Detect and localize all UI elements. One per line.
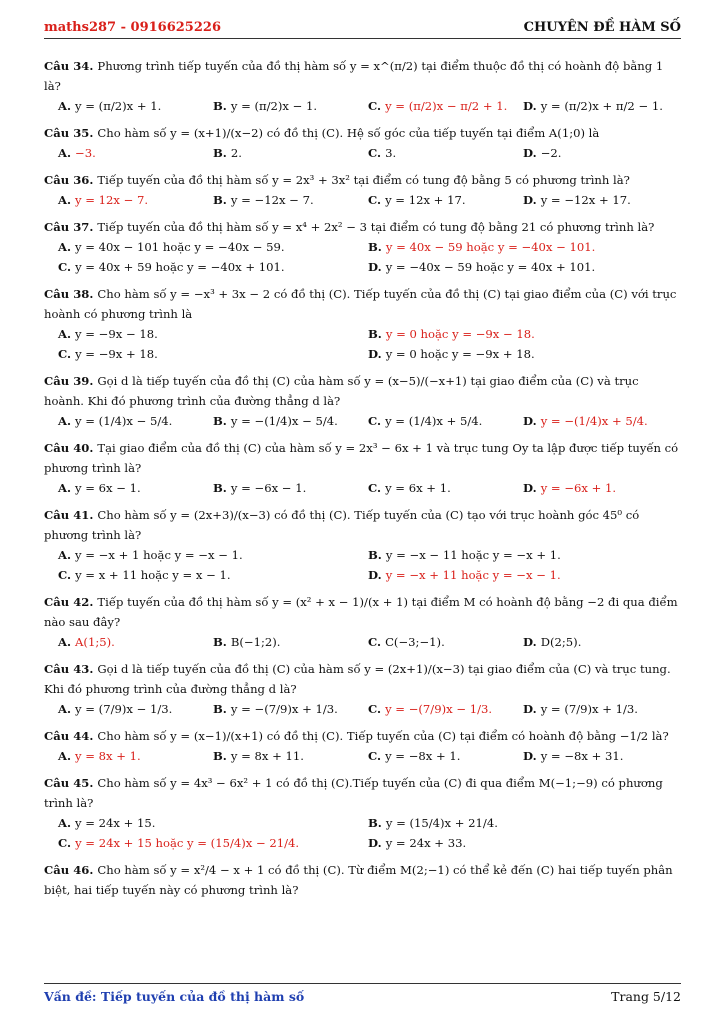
answer-option [368,344,678,364]
answer-options [44,699,681,719]
answer-option [58,257,368,277]
answer-option [58,833,368,853]
answer-option [58,96,213,116]
answer-option [58,746,213,766]
answer-option [368,699,523,719]
option-text: 2. [230,146,242,160]
question-stem: Cho hàm số y = (x−1)/(x+1) có đồ thị (C). Tiếp tuyến của (C) tại điểm có hoành độ bằng −1/2 là? [97,729,669,743]
answer-options [44,746,681,766]
option-label: C. [368,414,382,428]
answer-option [523,632,678,652]
answer-option [213,411,368,431]
option-label: C. [58,347,72,361]
question-stem: Cho hàm số y = (2x+3)/(x−3) có đồ thị (C). Tiếp tuyến của (C) tạo với trục hoành góc 45⁰ có phương trình là? [44,508,640,542]
option-label: C. [58,568,72,582]
option-label: B. [213,481,227,495]
option-label: B. [213,635,227,649]
option-text-correct: A(1;5). [75,635,115,649]
answer-option [368,96,523,116]
option-text: y = −(7/9)x + 1/3. [230,702,338,716]
answer-option [213,96,368,116]
option-label: C. [368,702,382,716]
option-text-correct: y = 24x + 15 hoặc y = (15/4)x − 21/4. [75,836,300,850]
option-text-correct: y = 0 hoặc y = −9x − 18. [385,327,535,341]
question [44,371,681,431]
option-text: y = 8x + 11. [230,749,304,763]
page-header [44,18,681,39]
question-number: Câu 44. [44,729,94,743]
option-label: A. [58,414,72,428]
option-text: y = (π/2)x + π/2 − 1. [540,99,663,113]
question [44,659,681,719]
answer-options [44,478,681,498]
option-text: y = (1/4)x + 5/4. [385,414,483,428]
answer-option [368,833,678,853]
footer-topic: Vấn đề: Tiếp tuyến của đồ thị hàm số [44,989,305,1004]
question-list [44,56,681,907]
option-label: B. [213,146,227,160]
question-number: Câu 37. [44,220,94,234]
answer-option [368,411,523,431]
answer-option [368,257,678,277]
question-number: Câu 42. [44,595,94,609]
option-text: y = 24x + 33. [385,836,467,850]
option-text-correct: y = 8x + 1. [75,749,141,763]
answer-options [44,411,681,431]
option-text: y = −8x + 31. [540,749,624,763]
question-number: Câu 39. [44,374,94,388]
option-text: y = −12x − 7. [230,193,314,207]
answer-option [213,478,368,498]
option-text: y = (7/9)x + 1/3. [540,702,638,716]
option-label: C. [368,99,382,113]
option-label: A. [58,481,72,495]
option-label: D. [523,749,537,763]
answer-option [58,324,368,344]
question-stem: Cho hàm số y = 4x³ − 6x² + 1 có đồ thị (C).Tiếp tuyến của (C) đi qua điểm M(−1;−9) có phương trình là? [44,776,663,810]
option-label: D. [523,414,537,428]
answer-option [213,632,368,652]
option-text: B(−1;2). [230,635,281,649]
question-number: Câu 38. [44,287,94,301]
option-text-correct: −3. [75,146,96,160]
option-text: y = (1/4)x − 5/4. [75,414,173,428]
option-label: A. [58,702,72,716]
header-topic: CHUYÊN ĐỀ HÀM SỐ [523,20,681,35]
option-label: C. [58,836,72,850]
option-text: y = −8x + 1. [385,749,461,763]
answer-option [368,813,678,833]
question-number: Câu 41. [44,508,94,522]
answer-option [58,545,368,565]
answer-option [58,699,213,719]
option-label: D. [523,635,537,649]
answer-options [44,143,681,163]
answer-option [368,478,523,498]
option-label: D. [523,702,537,716]
option-label: C. [368,635,382,649]
option-text-correct: y = 12x − 7. [75,193,149,207]
option-text-correct: y = −x + 11 hoặc y = −x − 1. [385,568,561,582]
question [44,592,681,652]
answer-option [213,746,368,766]
option-text: y = (7/9)x − 1/3. [75,702,173,716]
option-text: y = −9x + 18. [75,347,158,361]
answer-options [44,632,681,652]
question [44,860,681,900]
question-number: Câu 35. [44,126,94,140]
option-label: C. [368,481,382,495]
answer-option [368,143,523,163]
answer-option [58,344,368,364]
option-text-correct: y = 40x − 59 hoặc y = −40x − 101. [385,240,596,254]
option-label: D. [523,481,537,495]
answer-option [213,190,368,210]
answer-option [58,565,368,585]
answer-option [58,237,368,257]
option-label: D. [523,146,537,160]
option-label: B. [368,816,382,830]
option-text: y = (π/2)x − 1. [230,99,318,113]
option-label: B. [213,749,227,763]
question-stem: Cho hàm số y = x²/4 − x + 1 có đồ thị (C). Từ điểm M(2;−1) có thể kẻ đến (C) hai tiếp tuyến phân biệt, hai tiếp tuyến này có phương trình là? [44,863,673,897]
option-text: y = −(1/4)x − 5/4. [230,414,338,428]
option-text: D(2;5). [540,635,582,649]
answer-option [213,699,368,719]
answer-option [368,632,523,652]
option-label: B. [368,240,382,254]
question-stem: Tại giao điểm của đồ thị (C) của hàm số y = 2x³ − 6x + 1 và trục tung Oy ta lập được tiếp tuyến có phương trình là? [44,441,679,475]
question [44,505,681,585]
answer-option [368,190,523,210]
question-stem: Cho hàm số y = (x+1)/(x−2) có đồ thị (C). Hệ số góc của tiếp tuyến tại điểm A(1;0) là [97,126,600,140]
answer-options [44,813,681,853]
option-label: D. [368,260,382,274]
question [44,726,681,766]
question [44,284,681,364]
answer-option [523,96,678,116]
option-label: C. [368,749,382,763]
question [44,438,681,498]
answer-option [58,478,213,498]
option-label: C. [368,146,382,160]
option-label: A. [58,816,72,830]
question-number: Câu 34. [44,59,94,73]
answer-option [213,143,368,163]
option-label: A. [58,146,72,160]
option-label: B. [213,702,227,716]
option-label: A. [58,548,72,562]
option-label: A. [58,193,72,207]
option-label: A. [58,327,72,341]
question-stem: Gọi d là tiếp tuyến của đồ thị (C) của hàm số y = (2x+1)/(x−3) tại giao điểm của (C) và trục tung. Khi đó phương trình của đường thẳng d là? [44,662,671,696]
header-author: maths287 - 0916625226 [44,20,221,35]
answer-option [58,411,213,431]
option-label: A. [58,635,72,649]
option-label: D. [368,836,382,850]
answer-option [58,632,213,652]
answer-options [44,237,681,277]
answer-option [368,565,678,585]
answer-option [368,545,678,565]
question-number: Câu 40. [44,441,94,455]
answer-options [44,190,681,210]
answer-options [44,324,681,364]
option-label: C. [58,260,72,274]
option-text: C(−3;−1). [385,635,445,649]
question-stem: Tiếp tuyến của đồ thị hàm số y = (x² + x − 1)/(x + 1) tại điểm M có hoành độ bằng −2 đi qua điểm nào sau đây? [44,595,678,629]
answer-option [523,746,678,766]
answer-option [368,746,523,766]
answer-option [523,699,678,719]
answer-option [58,190,213,210]
question-stem: Phương trình tiếp tuyến của đồ thị hàm số y = x^(π/2) tại điểm thuộc đồ thị có hoành độ bằng 1 là? [44,59,664,93]
option-label: D. [523,193,537,207]
question-number: Câu 43. [44,662,94,676]
option-text: y = −x + 1 hoặc y = −x − 1. [75,548,243,562]
option-text-correct: y = (π/2)x − π/2 + 1. [385,99,508,113]
answer-option [58,813,368,833]
option-text: y = 12x + 17. [385,193,466,207]
option-label: B. [213,193,227,207]
question-number: Câu 36. [44,173,94,187]
question-stem: Tiếp tuyến của đồ thị hàm số y = x⁴ + 2x² − 3 tại điểm có tung độ bằng 21 có phương trình là? [97,220,655,234]
option-text-correct: y = −6x + 1. [540,481,617,495]
question-stem: Cho hàm số y = −x³ + 3x − 2 có đồ thị (C). Tiếp tuyến của đồ thị (C) tại giao điểm của (C) với trục hoành có phương trình là [44,287,677,321]
option-text: y = 6x + 1. [385,481,451,495]
option-text: y = x + 11 hoặc y = x − 1. [75,568,231,582]
option-text: y = −9x − 18. [75,327,158,341]
answer-option [58,143,213,163]
answer-options [44,545,681,585]
option-text: y = −40x − 59 hoặc y = 40x + 101. [385,260,596,274]
answer-option [523,411,678,431]
option-text: y = 40x + 59 hoặc y = −40x + 101. [75,260,285,274]
option-label: B. [213,414,227,428]
option-label: B. [368,548,382,562]
option-label: D. [368,347,382,361]
option-text: y = (15/4)x + 21/4. [385,816,498,830]
option-text: y = −12x + 17. [540,193,631,207]
option-text: −2. [540,146,562,160]
option-label: B. [213,99,227,113]
option-text: 3. [385,146,397,160]
option-text: y = −x − 11 hoặc y = −x + 1. [385,548,561,562]
page-footer [44,983,681,1006]
answer-options [44,96,681,116]
page-number: Trang 5/12 [611,989,681,1004]
option-label: C. [368,193,382,207]
option-label: B. [368,327,382,341]
option-text: y = −6x − 1. [230,481,307,495]
option-text: y = 0 hoặc y = −9x + 18. [385,347,535,361]
option-label: D. [368,568,382,582]
question-number: Câu 46. [44,863,94,877]
answer-option [368,324,678,344]
option-text: y = 40x − 101 hoặc y = −40x − 59. [75,240,285,254]
option-text: y = (π/2)x + 1. [75,99,162,113]
option-text: y = 24x + 15. [75,816,156,830]
answer-option [368,237,678,257]
option-text: y = 6x − 1. [75,481,141,495]
question-number: Câu 45. [44,776,94,790]
answer-option [523,190,678,210]
option-text-correct: y = −(1/4)x + 5/4. [540,414,648,428]
question-stem: Tiếp tuyến của đồ thị hàm số y = 2x³ + 3x² tại điểm có tung độ bằng 5 có phương trình là? [97,173,630,187]
option-label: A. [58,99,72,113]
option-label: A. [58,240,72,254]
option-label: D. [523,99,537,113]
question [44,217,681,277]
question [44,170,681,210]
question-stem: Gọi d là tiếp tuyến của đồ thị (C) của hàm số y = (x−5)/(−x+1) tại giao điểm của (C) và trục hoành. Khi đó phương trình của đường thẳng d là? [44,374,639,408]
question [44,773,681,853]
option-text-correct: y = −(7/9)x − 1/3. [385,702,493,716]
answer-option [523,143,678,163]
question [44,56,681,116]
option-label: A. [58,749,72,763]
answer-option [523,478,678,498]
question [44,123,681,163]
